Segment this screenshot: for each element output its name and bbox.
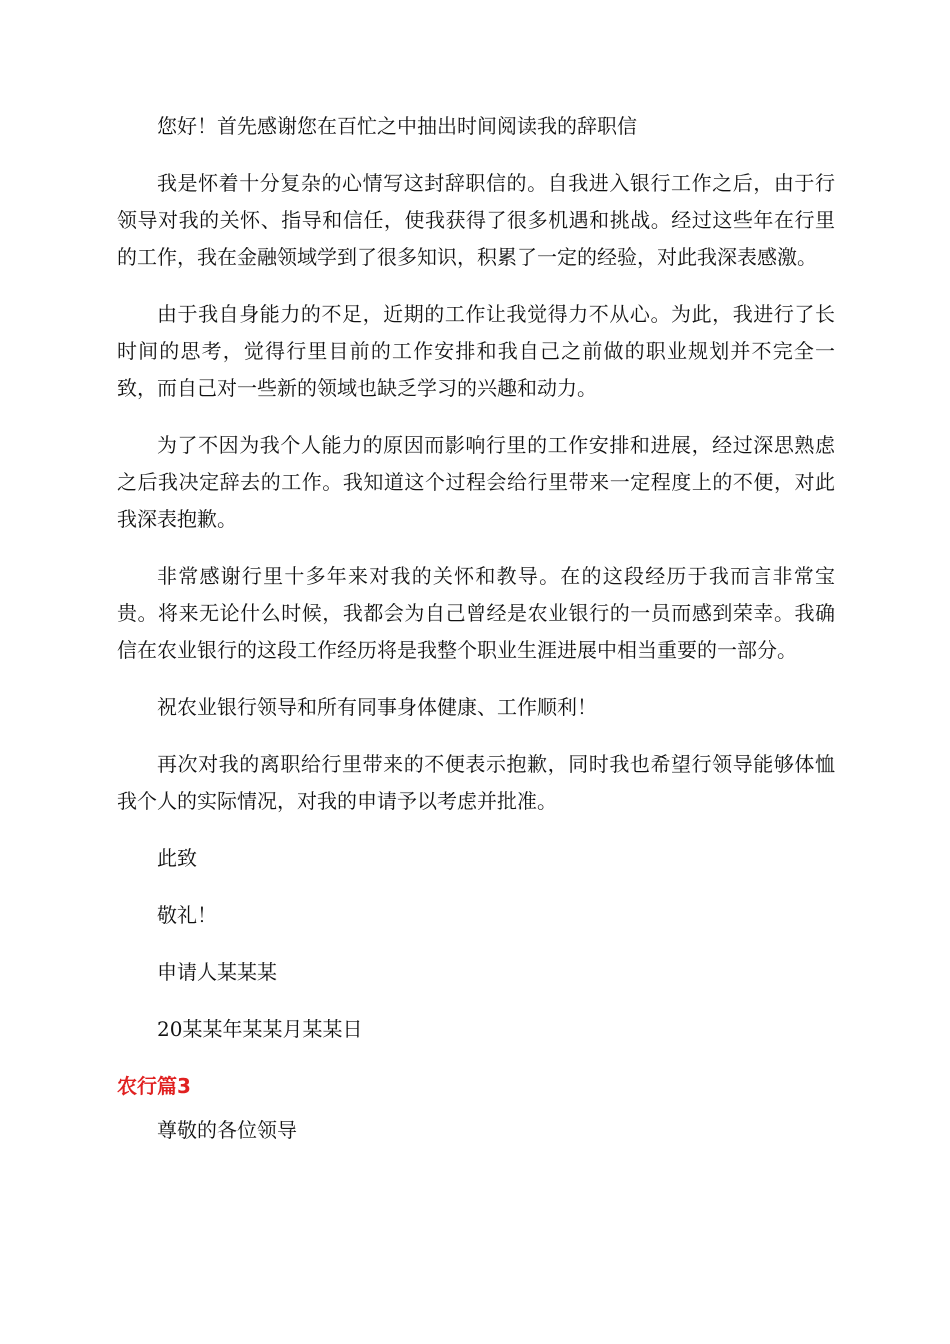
signature-line: 申请人某某某 <box>157 960 277 984</box>
wishes-line: 祝农业银行领导和所有同事身体健康、工作顺利！ <box>157 695 597 719</box>
section-first-line: 尊敬的各位领导 <box>157 1118 297 1142</box>
section-heading: 农行篇3 <box>117 1074 191 1098</box>
greeting-line: 您好！首先感谢您在百忙之中抽出时间阅读我的辞职信 <box>157 114 637 138</box>
body-paragraph: 由于我自身能力的不足，近期的工作让我觉得力不从心。为此，我进行了长时间的思考，觉得行里目前的工作安排和我自己之前做的职业规划并不完全一致，而自己对一些新的领域也缺乏学习的兴趣和动力。 <box>117 302 835 400</box>
body-paragraph: 再次对我的离职给行里带来的不便表示抱歉，同时我也希望行领导能够体恤我个人的实际情况，对我的申请予以考虑并批准。 <box>117 752 835 813</box>
body-paragraph: 我是怀着十分复杂的心情写这封辞职信的。自我进入银行工作之后，由于行领导对我的关怀、指导和信任，使我获得了很多机遇和挑战。经过这些年在行里的工作，我在金融领域学到了很多知识，积累了一定的经验，对此我深表感激。 <box>117 171 835 269</box>
salutation-line: 敬礼！ <box>157 903 217 927</box>
body-paragraph: 非常感谢行里十多年来对我的关怀和教导。在的这段经历于我而言非常宝贵。将来无论什么时候，我都会为自己曾经是农业银行的一员而感到荣幸。我确信在农业银行的这段工作经历将是我整个职业生涯进展中相当重要的一部分。 <box>117 564 835 662</box>
closing-line: 此致 <box>157 846 197 870</box>
body-paragraph: 为了不因为我个人能力的原因而影响行里的工作安排和进展，经过深思熟虑之后我决定辞去的工作。我知道这个过程会给行里带来一定程度上的不便，对此我深表抱歉。 <box>117 433 835 531</box>
date-line: 20某某年某某月某某日 <box>157 1017 363 1041</box>
document-page <box>117 108 835 1169</box>
